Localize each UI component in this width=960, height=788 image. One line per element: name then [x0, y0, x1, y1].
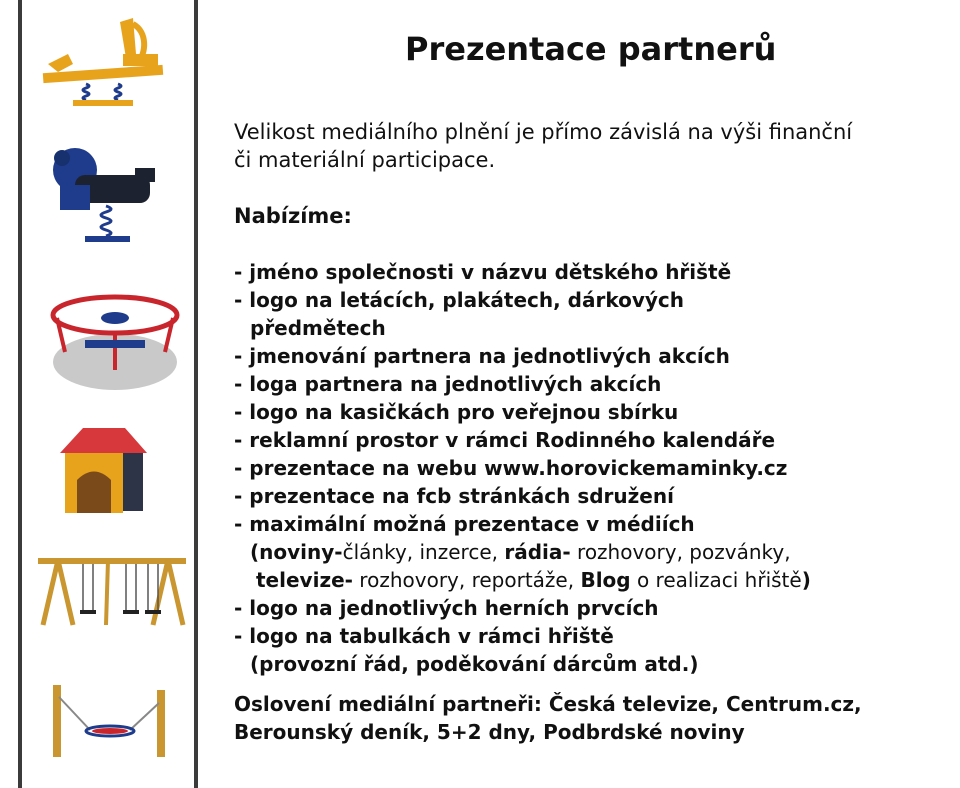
offer-item: - logo na kasičkách pro veřejnou sbírku — [234, 400, 679, 424]
offer-item: - logo na letácích, plakátech, dárkových — [234, 288, 685, 312]
nest-swing-image — [45, 685, 175, 760]
offer-item-continuation — [234, 566, 954, 594]
offer-item-continuation: předmětech — [250, 316, 386, 340]
main-content — [234, 118, 954, 746]
sidebar — [0, 0, 200, 788]
offer-item: - jméno společnosti v názvu dětského hřiště — [234, 260, 732, 284]
media-blog: Blog — [580, 568, 631, 592]
carousel-image — [45, 290, 185, 400]
media-televize: televize- — [256, 568, 353, 592]
media-close-paren: ) — [801, 568, 811, 592]
media-partners-line-1: Oslovení mediální partneři: Česká televize, Centrum.cz, — [234, 692, 862, 716]
intro-line-1: Velikost mediálního plnění je přímo závislá na výši finanční — [234, 120, 853, 144]
offer-heading: Nabízíme: — [234, 204, 352, 228]
offer-item-continuation: (provozní řád, poděkování dárcům atd.) — [250, 652, 699, 676]
offer-item: - logo na tabulkách v rámci hřiště — [234, 624, 614, 648]
swing-set-image — [38, 555, 188, 630]
offer-item: - prezentace na fcb stránkách sdružení — [234, 484, 674, 508]
seesaw-horse-image — [28, 14, 178, 114]
playhouse-image — [55, 425, 150, 520]
spring-rider-dog-image — [40, 140, 160, 250]
sidebar-left-border — [18, 0, 22, 788]
offer-item: - logo na jednotlivých herních prvcích — [234, 596, 659, 620]
offer-item-continuation — [234, 538, 954, 566]
media-blog-detail: o realizaci hřiště — [630, 568, 802, 592]
sidebar-right-border — [194, 0, 198, 788]
offer-item: - maximální možná prezentace v médiích — [234, 512, 695, 536]
offer-item: - jmenování partnera na jednotlivých akcích — [234, 344, 730, 368]
media-radio: rádia- — [504, 540, 571, 564]
offer-list — [234, 258, 954, 678]
media-radio-detail: rozhovory, pozvánky, — [570, 540, 791, 564]
media-noviny-detail: články, inzerce, — [342, 540, 505, 564]
media-televize-detail: rozhovory, reportáže, — [352, 568, 581, 592]
intro-line-2: či materiální participace. — [234, 148, 496, 172]
offer-item: - prezentace na webu www.horovickemaminky.cz — [234, 456, 788, 480]
media-partners — [234, 690, 954, 746]
intro-text — [234, 118, 954, 174]
page-title: Prezentace partnerů — [405, 30, 777, 68]
offer-item: - loga partnera na jednotlivých akcích — [234, 372, 662, 396]
media-partners-line-2: Berounský deník, 5+2 dny, Podbrdské noviny — [234, 720, 745, 744]
offer-item: - reklamní prostor v rámci Rodinného kalendáře — [234, 428, 776, 452]
media-noviny: (noviny- — [250, 540, 343, 564]
